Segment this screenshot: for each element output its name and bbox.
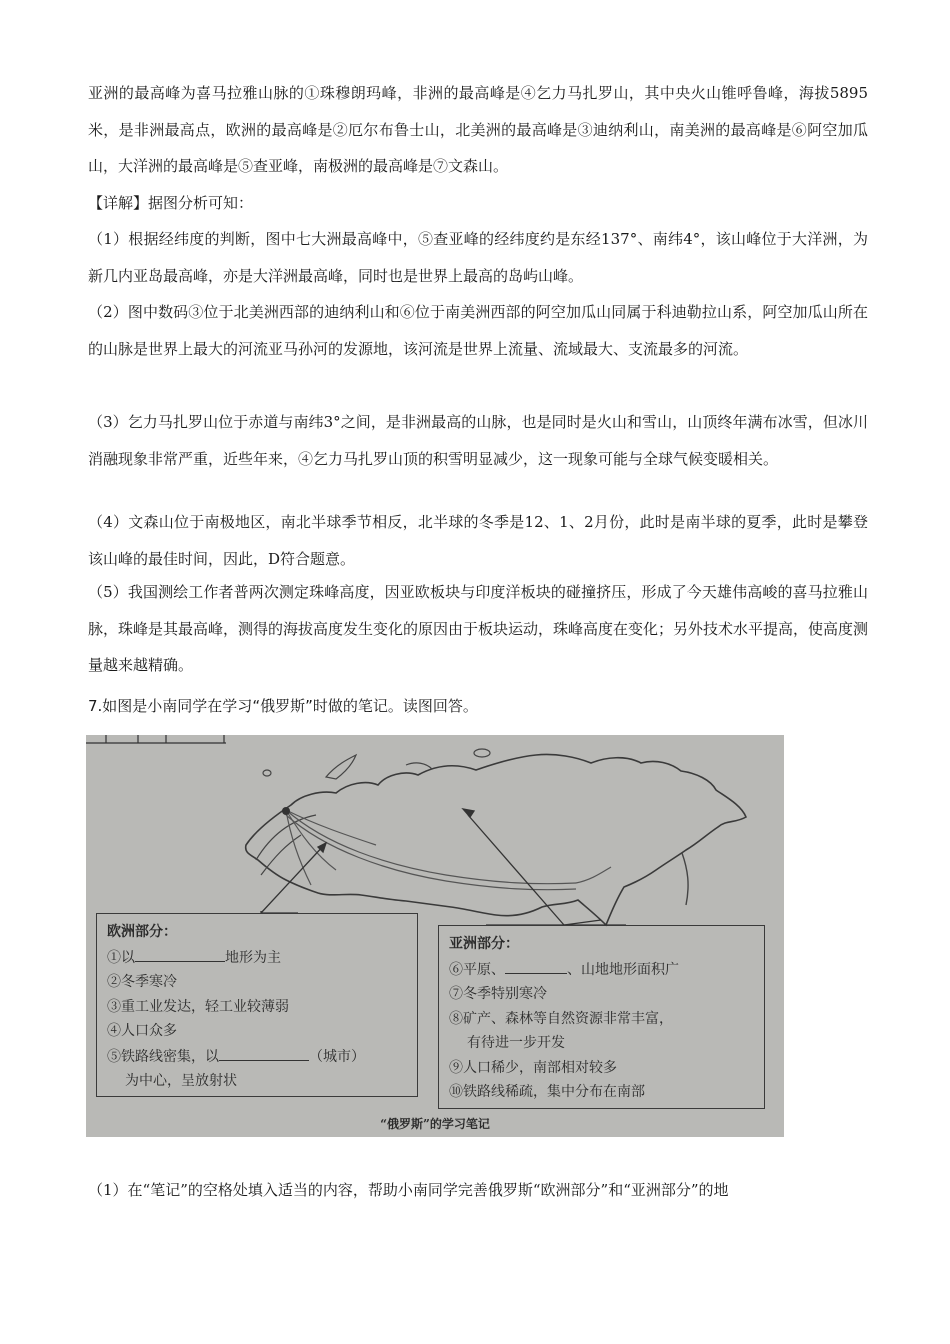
europe-heading: 欧洲部分： <box>107 924 177 940</box>
figure-caption: “俄罗斯”的学习笔记 <box>380 1117 490 1131</box>
europe-border-line-2 <box>261 835 301 875</box>
grid-remnant <box>86 735 226 743</box>
detail-heading: 【详解】据图分析可知： <box>88 194 254 212</box>
europe-city-blank[interactable] <box>219 1044 309 1061</box>
europe-notes-box <box>96 913 418 1097</box>
asia-item-7: ⑦冬季特别寒冷 <box>449 986 547 1002</box>
asia-item-8: ⑧矿产、森林等自然资源非常丰富， <box>449 1010 673 1027</box>
europe-border-line <box>256 815 316 860</box>
railway-lines <box>286 810 611 890</box>
asia-terrain-blank[interactable] <box>505 957 567 974</box>
europe-item-4: ④人口众多 <box>107 1023 177 1039</box>
asia-item-8-line2: 有待进一步开发 <box>467 1035 565 1051</box>
question-7-part-1: （1）在“笔记”的空格处填入适当的内容，帮助小南同学完善俄罗斯“欧洲部分”和“亚洲部分”的地 <box>88 1181 729 1199</box>
answer-paragraph: 亚洲的最高峰为喜马拉雅山脉的①珠穆朗玛峰，非洲的最高峰是④乞力马扎罗山，其中央火山锥呼鲁峰，海拔5895米，是非洲最高点，欧洲的最高峰是②厄尔布鲁士山，北美洲的最高峰是③迪纳利山，南美洲的最高峰是⑥阿空加瓜山，大洋洲的最高峰是⑤查亚峰，南极洲的最高峰是⑦文森山。 <box>88 84 868 175</box>
answer-part-1: （1）根据经纬度的判断，图中七大洲最高峰中，⑤查亚峰的经纬度约是东经137°、南纬4°，该山峰位于大洋洲，为新几内亚岛最高峰，亦是大洋洲最高峰，同时也是世界上最高的岛屿山峰。 <box>88 230 868 285</box>
asia-heading: 亚洲部分： <box>449 936 519 952</box>
answer-part-3: （3）乞力马扎罗山位于赤道与南纬3°之间，是非洲最高的山脉，也是同时是火山和雪山，山顶终年满布冰雪，但冰川消融现象非常严重，近些年来，④乞力马扎罗山顶的积雪明显减少，这一现象可能与全球气候变暖相关。 <box>88 413 868 468</box>
pointer-arrows <box>261 809 601 925</box>
question-7-title: 7.如图是小南同学在学习“俄罗斯”时做的笔记。读图回答。 <box>88 697 478 715</box>
russia-notes-figure <box>86 735 784 1137</box>
asia-notes-box <box>438 925 765 1109</box>
asia-item-6: ⑥平原、 、山地地形面积广 <box>449 957 754 983</box>
europe-item-3: ③重工业发达，轻工业较薄弱 <box>107 998 289 1015</box>
asia-item-10: ⑩铁路线稀疏，集中分布在南部 <box>449 1084 645 1100</box>
arctic-islands <box>263 749 490 779</box>
answer-part-5: （5）我国测绘工作者普两次测定珠峰高度，因亚欧板块与印度洋板块的碰撞挤压，形成了今天雄伟高峻的喜马拉雅山脉，珠峰是其最高峰，测得的海拔高度发生变化的原因由于板块运动，珠峰高度在变化；另外技术水平提高，使高度测量越来越精确。 <box>88 583 869 674</box>
moscow-hub-dot <box>282 807 290 815</box>
sakhalin-island <box>682 853 688 905</box>
europe-item-5-line2: 为中心，呈放射状 <box>125 1073 237 1089</box>
europe-item-1: ①以 地形为主 <box>107 945 407 971</box>
europe-item-2: ②冬季寒冷 <box>107 974 177 990</box>
asia-item-9: ⑨人口稀少，南部相对较多 <box>449 1059 617 1076</box>
answer-part-2: （2）图中数码③位于北美洲西部的迪纳利山和⑥位于南美洲西部的阿空加瓜山同属于科迪勒拉山系，阿空加瓜山所在的山脉是世界上最大的河流亚马孙河的发源地，该河流是世界上流量、流域最大、支流最多的河流。 <box>88 303 868 358</box>
answer-part-4: （4）文森山位于南极地区，南北半球季节相反，北半球的冬季是12、1、2月份，此时是南半球的夏季，此时是攀登该山峰的最佳时间，因此，D符合题意。 <box>88 513 868 568</box>
europe-terrain-blank[interactable] <box>135 945 225 962</box>
europe-item-5: ⑤铁路线密集，以 （城市） <box>107 1044 407 1070</box>
